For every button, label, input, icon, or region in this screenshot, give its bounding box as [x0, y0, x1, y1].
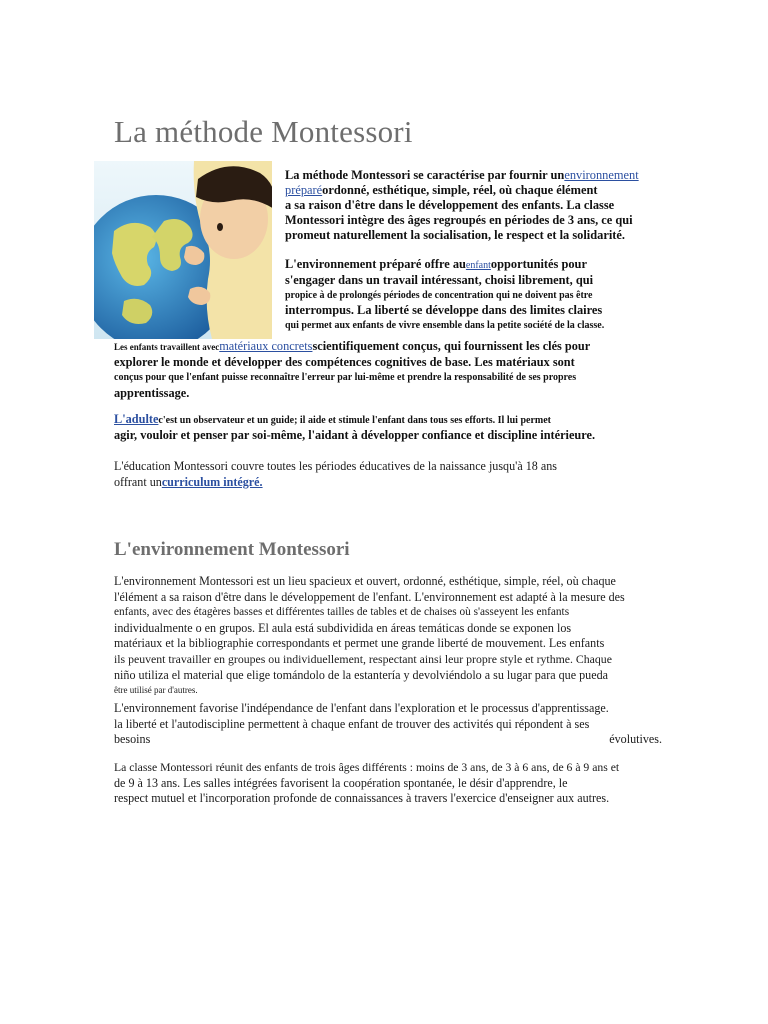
materials-paragraph [114, 339, 655, 401]
intro-text: ordonné, esthétique, simple, réel, où chaque élément [322, 183, 598, 197]
education-paragraph [114, 459, 614, 490]
paragraph-text: agir, vouloir et penser par soi-même, l'aidant à développer confiance et discipline intérieure. [114, 428, 596, 443]
paragraph-text: offrant un [114, 474, 162, 489]
paragraph-text: évolutives. [609, 732, 662, 747]
paragraph-text: qui permet aux enfants de vivre ensemble dans la petite société de la classe. [285, 320, 605, 331]
independence-paragraph [114, 701, 662, 748]
intro-text: Montessori intègre des âges regroupés en périodes de 3 ans, ce qui [285, 213, 633, 227]
prepared-environment-paragraph [285, 257, 660, 333]
adult-paragraph [114, 412, 634, 443]
child-with-globe-photo [94, 161, 272, 339]
paragraph-text: apprentissage. [114, 385, 190, 400]
paragraph-text: L'éducation Montessori couvre toutes les périodes éducatives de la naissance jusqu'à 18 ans [114, 459, 557, 473]
paragraph-text: opportunités pour [490, 257, 587, 271]
paragraph-text: L'environnement Montessori est un lieu spacieux et ouvert, ordonné, esthétique, simple, réel, où chaque [114, 574, 616, 588]
paragraph-text: individualmente o en grupos. El aula está subdividida en áreas temáticas donde se exponen los [114, 620, 572, 635]
paragraph-text: respect mutuel et l'incorporation profonde de connaissances à travers l'exercice d'enseigner aux autres. [114, 791, 610, 806]
paragraph-text: être utilisé par d'autres. [114, 685, 198, 696]
intro-text: a sa raison d'être dans le développement des enfants. La classe [285, 198, 615, 212]
environnement-link[interactable]: environnement [564, 168, 639, 182]
materiaux-concrets-link[interactable]: matériaux concrets [219, 339, 313, 353]
paragraph-text: s'engager dans un travail intéressant, choisi librement, qui [285, 273, 594, 287]
intro-text: La méthode Montessori se caractérise par fournir un [285, 168, 565, 182]
paragraph-text: L'environnement favorise l'indépendance de l'enfant dans l'exploration et le processus d'apprentissage. [114, 701, 609, 715]
prepare-link[interactable]: préparé [285, 183, 323, 197]
paragraph-text: La classe Montessori réunit des enfants de trois âges différents : moins de 3 ans, de 3 à 6 ans, de 6 à 9 ans et [114, 761, 620, 774]
paragraph-text: scientifiquement conçus, qui fournissent les clés pour [312, 339, 591, 353]
environment-description-paragraph [114, 574, 671, 699]
paragraph-text: conçus pour que l'enfant puisse reconnaître l'erreur par lui-même et prendre la responsabilité de ses propres [114, 372, 577, 384]
page-title: La méthode Montessori [114, 114, 413, 149]
paragraph-text: L'environnement préparé offre au [285, 257, 466, 271]
adulte-link[interactable]: L'adulte [114, 412, 159, 426]
class-ages-paragraph [114, 760, 658, 807]
paragraph-text: besoins [114, 732, 151, 747]
paragraph-text: propice à de prolongés périodes de concentration qui ne doivent pas être [285, 290, 593, 301]
section-title: L'environnement Montessori [114, 539, 350, 560]
curriculum-link[interactable]: curriculum intégré. [161, 474, 263, 489]
paragraph-text: Les enfants travaillent avec [114, 342, 220, 352]
paragraph-text: interrompus. La liberté se développe dans des limites claires [285, 303, 603, 317]
intro-paragraph [285, 168, 690, 243]
paragraph-text: ils peuvent travailler en groupes ou individuellement, respectant ainsi leur propre style et rythme. Chaque [114, 651, 612, 666]
paragraph-text: de 9 à 13 ans. Les salles intégrées favorisent la coopération spontanée, le désir d'apprendre, le [114, 775, 568, 790]
paragraph-text: la liberté et l'autodiscipline permettent à chaque enfant de trouver des activités qui répondent à ses [114, 716, 590, 731]
paragraph-text: l'élément a sa raison d'être dans le développement de l'enfant. L'environnement est adapté à la mesure des [114, 589, 625, 604]
intro-text: promeut naturellement la socialisation, le respect et la solidarité. [285, 228, 626, 242]
enfant-link[interactable]: enfant [465, 260, 491, 271]
paragraph-text: explorer le monde et développer des compétences cognitives de base. Les matériaux sont [114, 355, 575, 370]
paragraph-text: c'est un observateur et un guide; il aide et stimule l'enfant dans tous ses efforts. Il lui permet [158, 415, 551, 426]
paragraph-text: matériaux et la bibliographie correspondants et permet une grande liberté de mouvement. Les enfants [114, 636, 605, 651]
paragraph-text: niño utiliza el material que elige tomándolo de la estantería y devolviéndolo a su lugar para que pueda [114, 667, 608, 682]
paragraph-text: enfants, avec des étagères basses et différentes tailles de tables et de chaises où s'asseyent les enfants [114, 606, 570, 619]
